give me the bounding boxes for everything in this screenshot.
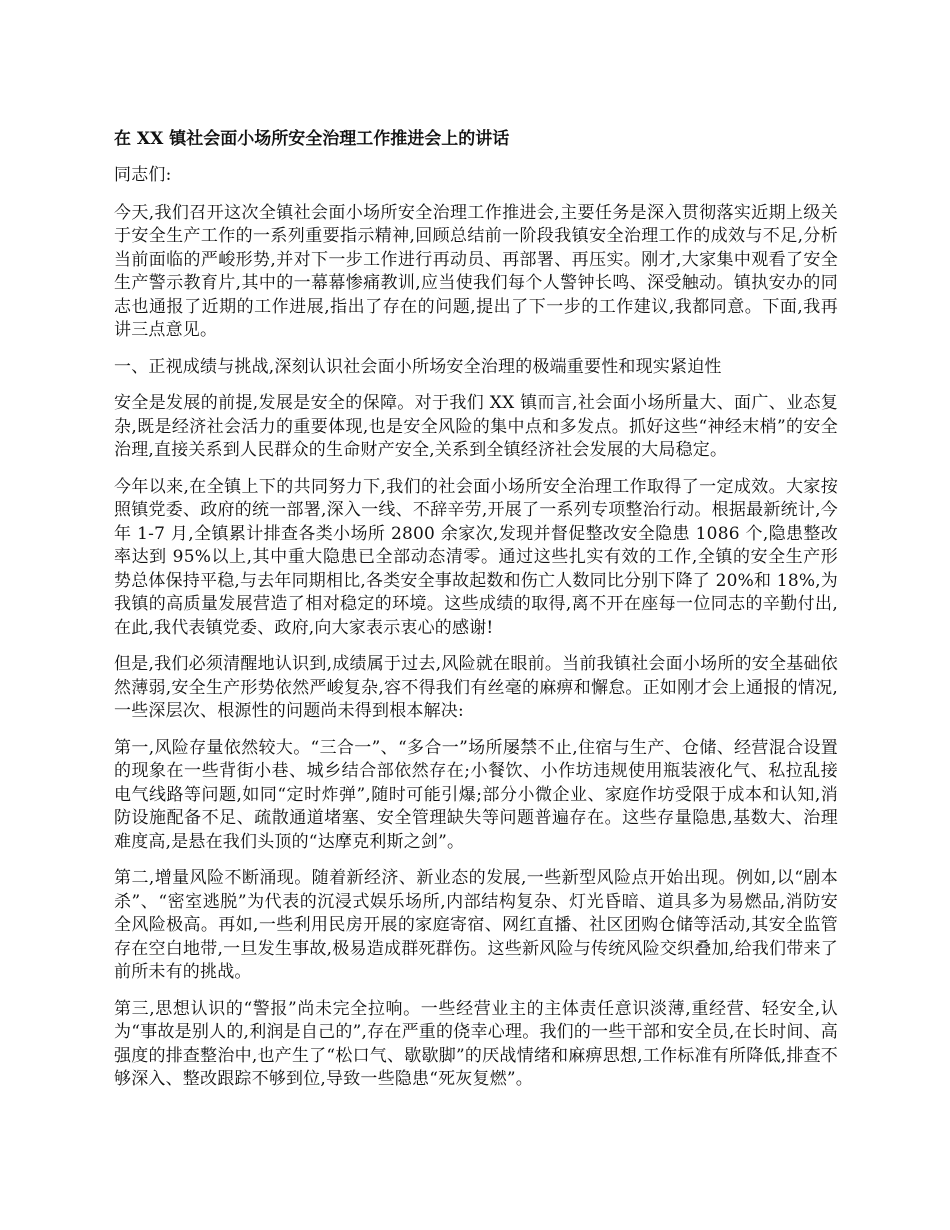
paragraph-intro: 今天,我们召开这次全镇社会面小场所安全治理工作推进会,主要任务是深入贯彻落实近期上级关于安全生产工作的一系列重要指示精神,回顾总结前一阶段我镇安全治理工作的成效与不足,分析当前面临的严峻形势,并对下一步工作进行再动员、再部署、再压实。刚才,大家集中观看了安全生产警示教育片,其中的一幕幕惨痛教训,应当使我们每个人警钟长鸣、深受触动。镇执安办的同志也通报了近期的工作进展,指出了存在的问题,提出了下一步的工作建议,我都同意。下面,我再讲三点意见。 bbox=[114, 202, 838, 340]
section-heading-1: 一、正视成绩与挑战,深刻认识社会面小所场安全治理的极端重要性和现实紧迫性 bbox=[114, 356, 722, 377]
paragraph-point-1: 第一,风险存量依然较大。“三合一”、“多合一”场所屡禁不止,住宿与生产、仓储、经营混合设置的现象在一些背街小巷、城乡结合部依然存在;小餐饮、小作坊违规使用瓶装液化气、私拉乱接电气线路等问题,如同“定时炸弹”,随时可能引爆;部分小微企业、家庭作坊受限于成本和认知,消防设施配备不足、疏散通道堵塞、安全管理缺失等问题普遍存在。这些存量隐患,基数大、治理难度高,是悬在我们头顶的“达摩克利斯之剑”。 bbox=[114, 737, 838, 852]
paragraph-point-2: 第二,增量风险不断涌现。随着新经济、新业态的发展,一些新型风险点开始出现。例如,以“剧本杀”、“密室逃脱”为代表的沉浸式娱乐场所,内部结构复杂、灯光昏暗、道具多为易燃品,消防安全风险极高。再如,一些利用民房开展的家庭寄宿、网红直播、社区团购仓储等活动,其安全监管存在空白地带,一旦发生事故,极易造成群死群伤。这些新风险与传统风险交织叠加,给我们带来了前所未有的挑战。 bbox=[114, 868, 838, 982]
paragraph: 今年以来,在全镇上下的共同努力下,我们的社会面小场所安全治理工作取得了一定成效。大家按照镇党委、政府的统一部署,深入一线、不辞辛劳,开展了一系列专项整治行动。根据最新统计,今年 1-7 月,全镇累计排查各类小场所 2800 余家次,发现并督促整改安全隐患 1086 个,隐患整改率达到 95%以上,其中重大隐患已全部动态清零。通过这些扎实有效的工作,全镇的安全生产形势总体保持平稳,与去年同期相比,各类安全事故起数和伤亡人数同比分别下降了 20%和 18%,为我镇的高质量发展营造了相对稳定的环境。这些成绩的取得,离不开在座每一位同志的辛勤付出,在此,我代表镇党委、政府,向大家表示衷心的感谢! bbox=[114, 476, 838, 638]
document-page bbox=[114, 128, 838, 1105]
salutation: 同志们: bbox=[114, 165, 172, 185]
paragraph: 安全是发展的前提,发展是安全的保障。对于我们 XX 镇而言,社会面小场所量大、面广、业态复杂,既是经济社会活力的重要体现,也是安全风险的集中点和多发点。抓好这些“神经末梢”的安全治理,直接关系到人民群众的生命财产安全,关系到全镇经济社会发展的大局稳定。 bbox=[114, 393, 838, 460]
document-title: 在 XX 镇社会面小场所安全治理工作推进会上的讲话 bbox=[114, 129, 510, 149]
paragraph: 但是,我们必须清醒地认识到,成绩属于过去,风险就在眼前。当前我镇社会面小场所的安全基础依然薄弱,安全生产形势依然严峻复杂,容不得我们有丝毫的麻痹和懈怠。正如刚才会上通报的情况,一些深层次、根源性的问题尚未得到根本解决: bbox=[114, 654, 838, 721]
paragraph-point-3: 第三,思想认识的“警报”尚未完全拉响。一些经营业主的主体责任意识淡薄,重经营、轻安全,认为“事故是别人的,利润是自己的”,存在严重的侥幸心理。我们的一些干部和安全员,在长时间、高强度的排查整治中,也产生了“松口气、歇歇脚”的厌战情绪和麻痹思想,工作标准有所降低,排查不够深入、整改跟踪不够到位,导致一些隐患“死灰复燃”。 bbox=[114, 998, 838, 1089]
